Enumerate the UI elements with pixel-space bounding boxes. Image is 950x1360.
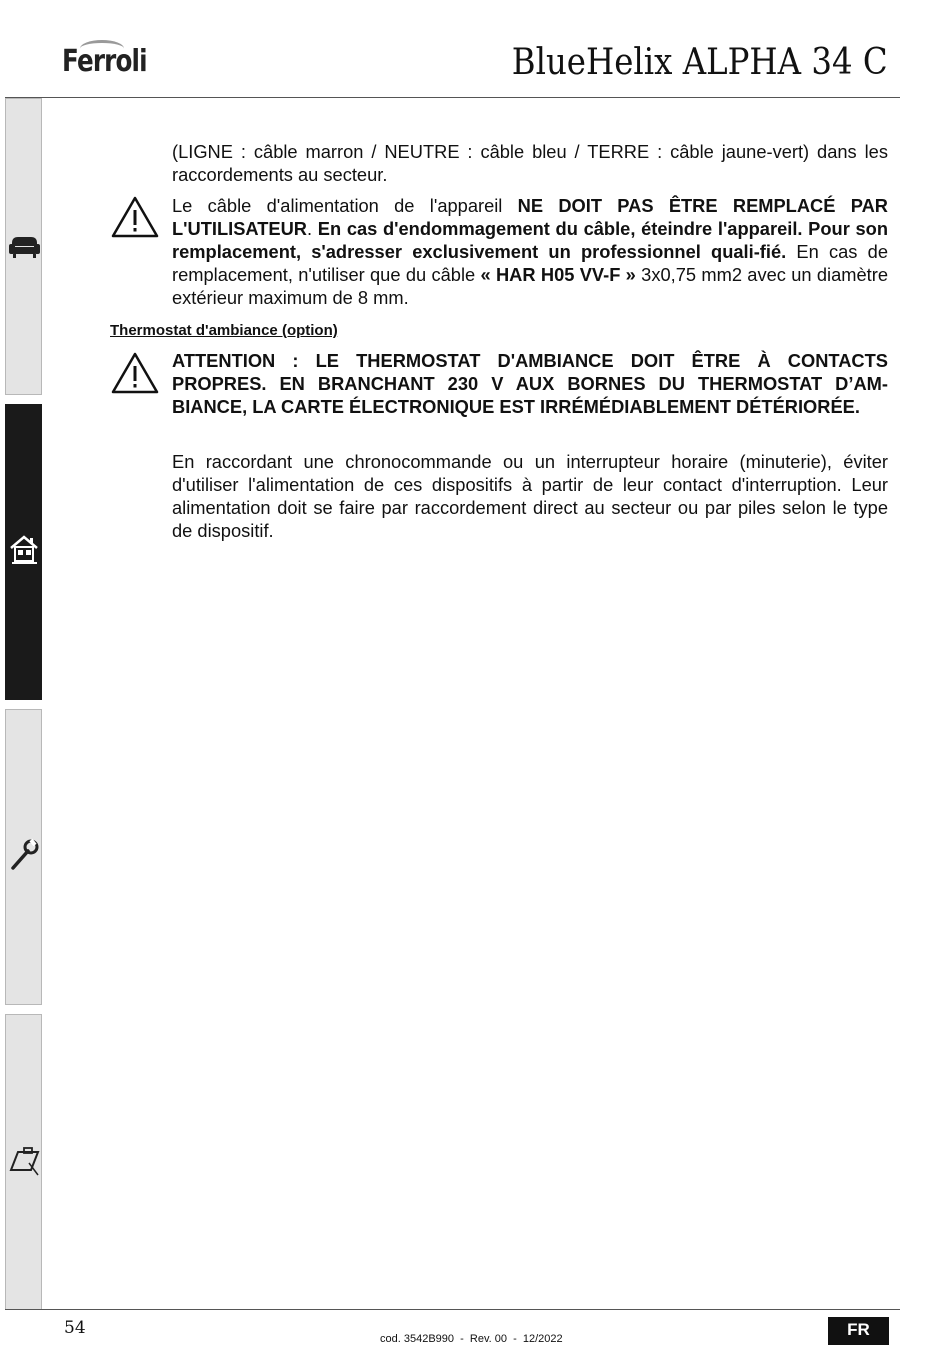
tab-service[interactable]	[5, 709, 42, 1005]
tab-installer[interactable]	[5, 404, 42, 700]
tab-specs[interactable]	[5, 1014, 42, 1310]
warning-power-cable-text: Le câble d'alimentation de l'appareil NE DOIT PAS ÊTRE REMPLACÉ PAR L'UTILISATEUR. En cas d'endommagement du câble, éteindre l'appareil. Pour son remplacement, s'adresser exclusivement un professionnel quali-fié. En cas de remplacement, n'utiliser que du câble « HAR H05 VV-F » 3x0,75 mm2 avec un diamètre extérieur maximum de 8 mm.	[172, 195, 889, 308]
paragraph-chronocommand-text: En raccordant une chronocommande ou un interrupteur horaire (minuterie), éviter d'utiliser l'alimentation de ces dispositifs à partir de leur contact d'interruption. Leur alimentation doit se faire par raccordement direct au secteur ou par piles selon le type de dispositif.	[172, 451, 888, 541]
installer-house-icon	[8, 533, 41, 566]
language-badge: FR	[828, 1317, 889, 1345]
paragraph-chronocommand	[172, 450, 888, 542]
clipboard-icon	[8, 1143, 41, 1176]
wrench-icon	[8, 838, 41, 871]
warning-triangle-icon	[110, 195, 160, 239]
paragraph-wiring-text: (LIGNE : câble marron / NEUTRE : câble bleu / TERRE : câble jaune-vert) dans les raccordements au secteur.	[172, 141, 888, 185]
user-armchair-icon	[8, 229, 41, 262]
document-code: cod. 3542B990 - Rev. 00 - 12/2022	[380, 1333, 563, 1345]
page-number: 54	[64, 1318, 86, 1338]
warning-triangle-icon	[110, 351, 160, 395]
footer-divider	[5, 1309, 900, 1310]
warning-power-cable	[172, 194, 888, 309]
warning-thermostat-text: ATTENTION : LE THERMOSTAT D'AMBIANCE DOIT ÊTRE À CONTACTS PROPRES. EN BRANCHANT 230 V AUX BORNES DU THERMOSTAT D’AM-BIANCE, LA CARTE ÉLECTRONIQUE EST IRRÉMÉDIABLEMENT DÉTÉRIORÉE.	[172, 350, 888, 417]
paragraph-wiring	[172, 140, 888, 186]
document-title: BlueHelix ALPHA 34 C	[512, 42, 888, 83]
tab-user[interactable]	[5, 98, 42, 395]
section-heading-thermostat: Thermostat d'ambiance (option)	[110, 322, 338, 339]
brand-logo: Ferroli	[62, 44, 147, 79]
header-divider	[5, 97, 900, 98]
warning-thermostat	[172, 349, 888, 418]
